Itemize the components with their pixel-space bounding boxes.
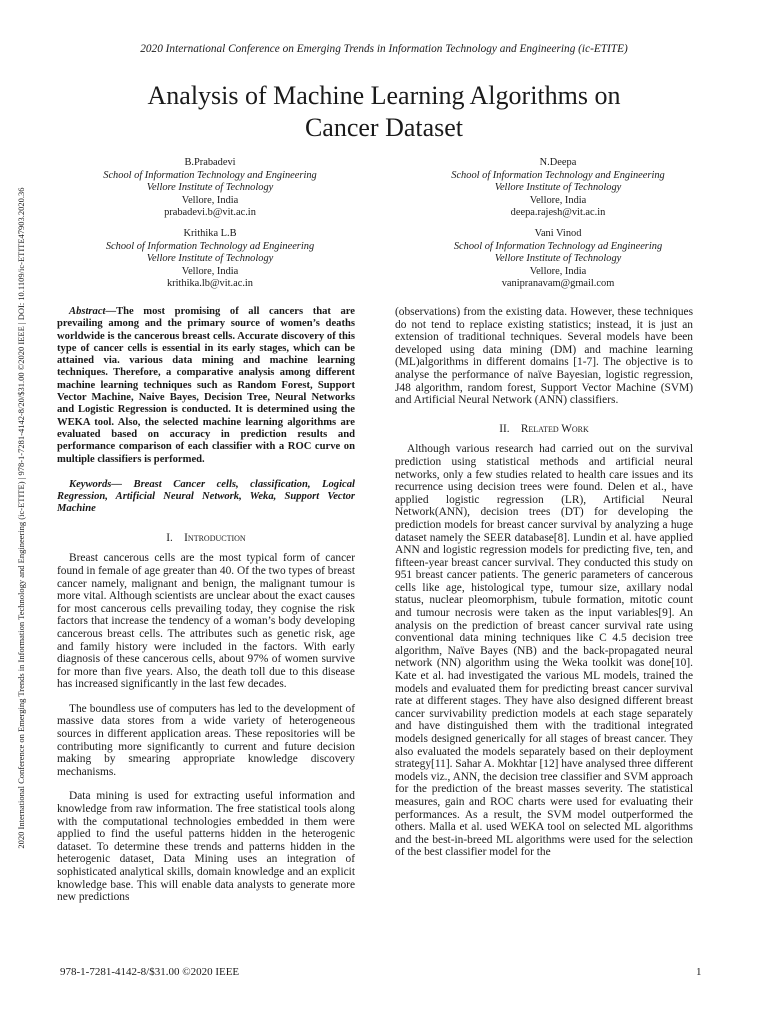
section-heading-introduction bbox=[57, 532, 355, 545]
author-dept: School of Information Technology and Engineering bbox=[451, 169, 665, 181]
conference-header: 2020 International Conference on Emerging Trends in Information Technology and Engineering (ic-ETITE) bbox=[140, 43, 628, 55]
right-column bbox=[395, 306, 693, 859]
section-number: I. bbox=[166, 531, 173, 544]
author-city: Vellore, India bbox=[529, 194, 587, 206]
author-email: krithika.lb@vit.ac.in bbox=[166, 278, 254, 290]
abstract-label: Abstract bbox=[69, 306, 106, 317]
author-email: vanipranavam@gmail.com bbox=[501, 278, 615, 290]
author-name: N.Deepa bbox=[539, 157, 577, 168]
author-name: Vani Vinod bbox=[534, 228, 582, 239]
title-line-1: Analysis of Machine Learning Algorithms on bbox=[147, 81, 621, 110]
footer-copyright: 978-1-7281-4142-8/$31.00 ©2020 IEEE bbox=[60, 966, 240, 978]
author-dept: School of Information Technology ad Engineering bbox=[453, 240, 663, 252]
page-number: 1 bbox=[696, 966, 702, 978]
author-dept: School of Information Technology ad Engineering bbox=[105, 240, 315, 252]
author-city: Vellore, India bbox=[181, 265, 239, 277]
section-number: II. bbox=[499, 422, 510, 435]
author-email: deepa.rajesh@vit.ac.in bbox=[510, 207, 606, 219]
intro-paragraph-2: The boundless use of computers has led to the development of massive data stores from a wide variety of heterogeneous sources in different application areas. These repositories will be contributing more significantly to current and future decision making by smearing appropriate knowledge discovery mechanisms. bbox=[57, 702, 355, 778]
side-doi-text: 2020 International Conference on Emerging Trends in Information Technology and Engineering (ic-ETITE) | 978-1-7281-4142-8/20/$31.00 ©2020 IEEE | DOI: 10.1109/ic-ETITE47903.2020.36 bbox=[16, 187, 26, 849]
section-title: Related Work bbox=[520, 422, 589, 435]
abstract-text: —The most promising of all cancers that are prevailing among and the primary source of women’s deaths worldwide is the cancerous breast cells. Accurate discovery of this type of cancer cells is essential in its early stages, which can be attained via. various data mining and machine learning techniques. Therefore, a comparative analysis among different machine learning techniques such as Random Forest, Support Vector Machine, Naive Bayes, Decision Tree, Neural Networks and Logistic Regression is conducted. It is determined using the WEKA tool. Also, the selected machine learning algorithms are evaluated based on accuracy in prediction results and performance comparison of each classifier with a ROC curve on multiple classifiers is performed. bbox=[57, 306, 355, 465]
intro-paragraph-1: Breast cancerous cells are the most typical form of cancer found in female of age greater than 40. Of the two types of breast cancer namely, malignant and benign, the malignant tumour is more vital. Although scientists are unclear about the exact causes for most cancerous cells prevailing today, they cognise the risk factors that increase the tendency of a woman’s body developing cancerous breast cells. The attributes such as genetic risk, age and family history were included in the factors. With early diagnosis of these cancerous cells, about 97% of women survive for more than five years. Also, the death toll due to this disease has increased significantly in the last few decades. bbox=[57, 552, 355, 691]
section-title: Introduction bbox=[184, 531, 246, 544]
author-inst: Vellore Institute of Technology bbox=[146, 182, 274, 194]
author-block-4 bbox=[408, 228, 708, 291]
abstract bbox=[57, 306, 355, 466]
author-inst: Vellore Institute of Technology bbox=[146, 253, 274, 265]
author-inst: Vellore Institute of Technology bbox=[494, 253, 622, 265]
author-inst: Vellore Institute of Technology bbox=[494, 182, 622, 194]
section-heading-related-work bbox=[395, 423, 693, 436]
author-name: B.Prabadevi bbox=[184, 157, 236, 168]
author-city: Vellore, India bbox=[529, 265, 587, 277]
author-city: Vellore, India bbox=[181, 194, 239, 206]
author-email: prabadevi.b@vit.ac.in bbox=[164, 207, 256, 219]
author-block-1 bbox=[60, 157, 360, 220]
author-name: Krithika L.B bbox=[183, 228, 237, 239]
left-column bbox=[57, 306, 355, 904]
author-dept: School of Information Technology and Engineering bbox=[103, 169, 317, 181]
author-block-2 bbox=[408, 157, 708, 220]
keywords: Keywords— Breast Cancer cells, classification, Logical Regression, Artificial Neural Network, Weka, Support Vector Machine bbox=[57, 478, 355, 515]
related-work-paragraph: Although various research had carried out on the survival prediction using statistical methods and artificial neural networks, only a few studies related to health care issues and its recurrence using decision trees were found. Delen et al., have applied logistic regression (LR), Artificial Neural Network(ANN), decision trees (DT) for developing the prediction models for breast cancer survival by analyzing a huge dataset namely the SEER database[8]. Lundin et al. have applied ANN and logistic regression models for predicting five, ten, and fifteen-year breast cancer survival. They conducted this study on 951 breast cancer patients. The generic parameters of cancerous cells like age, histological type, tumour size, axillary nodal status, nuclear pleomorphism, tubule formation, mitotic count and tumour necrosis were taken as the input variables[9]. An analysis on the prediction of breast cancer survival rate using conventional data mining techniques like C 4.5 decision tree algorithm, Naïve Bayes (NB) and the back-propagated neural network (NN) algorithm using the Weka toolkit was done[10]. Kate et al. had investigated the various ML models, trained the models and evaluated them for predicting breast cancer survival rate at different stages. They have also designed different breast cancer survivability prediction models at each stage separately and have distinguished them with the traditional integrated models designed generically for all stages of breast cancer. They also evaluated the models separately based on their deployment strategy[11]. Sahar A. Mokhtar [12] have analysed three different models viz., ANN, the decision tree classifier and SVM approach for the prediction of the breast masses severity. The statistical measures, gain and ROC charts were used for evaluating their performances. As a result, the SVM model outperformed the others. Malla et al. used WEKA tool on selected ML algorithms and the best-in-breed ML algorithms were used for the selection of the best classifier model for the bbox=[395, 443, 693, 859]
title-line-2: Cancer Dataset bbox=[304, 113, 464, 142]
author-block-3 bbox=[60, 228, 360, 291]
intro-paragraph-3: Data mining is used for extracting useful information and knowledge from raw information. The free statistical tools along with the computational technologies embedded in them were applied to find the useful patterns hidden in the heterogenic dataset. To determine these trends and patterns hidden in the heterogenic dataset, Data Mining uses an integration of sophisticated analytical skills, domain knowledge and an explicit knowledge base. This will enable data analysts to generate more new predictions bbox=[57, 790, 355, 904]
paper-title bbox=[60, 80, 708, 144]
intro-continuation: (observations) from the existing data. However, these techniques do not tend to replace existing statistics; instead, it is just an extension of traditional techniques. Several models have been developed using data mining (DM) and machine learning (ML)algorithms in different domains [1-7]. The objective is to analyse the performance of naïve Bayesian, logistic regression, J48 algorithm, random forest, Support Vector Machine (SVM) and Artificial Neural Network (ANN) classifiers. bbox=[395, 306, 693, 407]
